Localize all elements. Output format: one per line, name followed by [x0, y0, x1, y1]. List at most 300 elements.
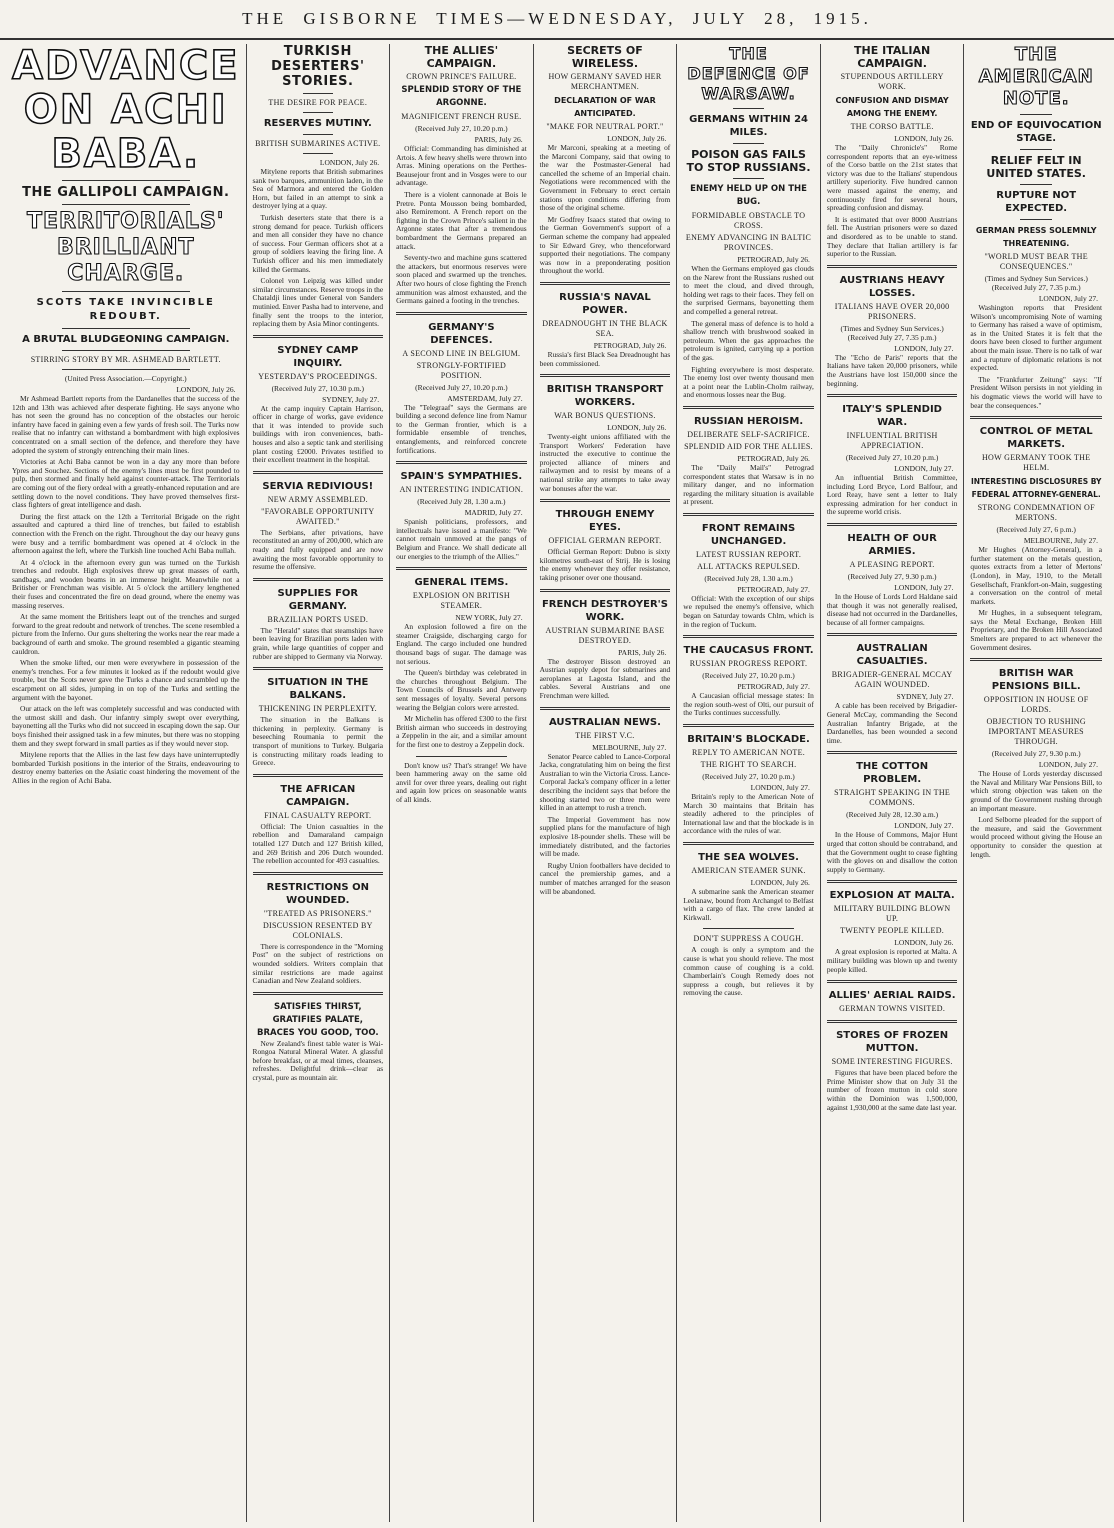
- dateline: LONDON, July 26.: [750, 878, 810, 887]
- headline-spains-sympathies: SPAIN'S SYMPATHIES.: [400, 471, 523, 483]
- section-divider: [683, 635, 814, 638]
- subhead: OFFICIAL GERMAN REPORT.: [548, 536, 662, 546]
- column-5: [677, 44, 821, 1522]
- received-line: (Received July 27, 10.20 p.m.): [415, 382, 508, 392]
- subhead: BRITISH SUBMARINES ACTIVE.: [255, 139, 381, 148]
- article-paragraph: Mr Ashmead Bartlett reports from the Dardanelles that the success of the 12th and 13th was achieved after desperate fighting. He says anyone who has not seen the ground has no conception of the obstacles our heroic infantry have faced in gaining even a few yards of fresh soil. The Turks now realise that no infantry can withstand a bombardment with high explosives concentrated on a small section of the defence, and therefore they have adopted the system of strongly entrenching their main lines.: [12, 394, 240, 455]
- masthead: [0, 0, 1114, 40]
- subhead: AN INTERESTING INDICATION.: [399, 485, 524, 495]
- headline-secrets-wireless: SECRETS OF WIRELESS.: [567, 44, 643, 70]
- received-line: (Received July 27, 10.20 p.m.): [702, 772, 795, 782]
- divider: [416, 756, 507, 757]
- column-1: [6, 44, 247, 1522]
- article-war-pensions: [970, 667, 1102, 859]
- article-supplies: [253, 587, 384, 661]
- subhead: GERMAN TOWNS VISITED.: [839, 1004, 946, 1014]
- column-2: [247, 44, 391, 1522]
- section-divider: [827, 880, 958, 883]
- section-divider: [540, 589, 671, 592]
- subhead: DISCUSSION RESENTED BY COLONIALS.: [262, 920, 373, 940]
- headline-australian-news: AUSTRALIAN NEWS.: [548, 716, 661, 728]
- article-paragraph: At 4 o'clock in the afternoon every gun was turned on the Turkish trenches and redoubt. High explosives threw up great masses of earth, sandbags, and wooden beams in an immense height. Meanwhile not a Britisher or Frenchman was visible. At 5 o'clock the artillery lengthened their fuses and concentrated the fire on dead ground, where the enemy was massing reserves.: [12, 557, 240, 610]
- article-paragraph: The "Frankfurter Zeitung" says: "If President Wilson persists in not yielding in his dogmatic views the world will have to bear the consequences.": [970, 374, 1102, 410]
- article-paragraph: Mr Marconi, speaking at a meeting of the Marconi Company, said that owing to the war the Postmaster-General had cancelled the scheme of an Imperial chain. Negotiations were recommenced with the Government in February to erect certain stations upon conditions differing from those of the original scheme.: [539, 143, 671, 213]
- headline-sea-wolves: THE SEA WOLVES.: [698, 852, 799, 863]
- article-australian-news: [540, 716, 671, 897]
- article-australian-casualties: [827, 642, 958, 745]
- section-divider: [253, 471, 384, 474]
- dateline: SYDNEY, July 27.: [322, 394, 380, 404]
- article-sydney-camp: [253, 344, 384, 465]
- article-paragraph: It is estimated that over 8000 Austrians fell. The Austrian prisoners were so dazed and disordered as to be unable to stand. They declare that Italian artillery is far superior to the Russian.: [826, 214, 958, 259]
- headline-aerial-raids: ALLIES' AERIAL RAIDS.: [828, 990, 956, 1002]
- dateline: AMSTERDAM, July 27.: [447, 393, 523, 403]
- subhead: DECLARATION OF WAR ANTICIPATED.: [554, 96, 656, 118]
- subhead: AUSTRIAN SUBMARINE BASE DESTROYED.: [545, 625, 665, 645]
- article-paragraph: The Queen's birthday was celebrated in the churches throughout Belgium. The Town Councils of Brussels and Antwerp sent messages of loyalty. Several persons wearing the Belgian colors were arrested.: [396, 668, 527, 712]
- headline-transport-workers: BRITISH TRANSPORT WORKERS.: [546, 384, 664, 409]
- article-paragraph: The destroyer Bisson destroyed an Austrian supply depot for submarines and aeroplanes at Lagosta Island, and the cables. Several Austrians and one Frenchman were killed.: [539, 656, 671, 700]
- divider: [62, 328, 190, 329]
- dateline: LONDON, July 27.: [750, 783, 810, 793]
- article-russias-naval: [540, 291, 671, 368]
- headline-health-armies: HEALTH OF OUR ARMIES.: [847, 533, 937, 558]
- dateline: LONDON, July 26.: [176, 385, 236, 394]
- column-6: [821, 44, 965, 1522]
- received-line: (Received July 28, 1.30 a.m.): [417, 497, 506, 507]
- article-paragraph: The House of Lords yesterday discussed the Naval and Military War Pensions Bill, to which strong objection was taken on the ground of the Government rushing through an important measure.: [970, 769, 1102, 813]
- headline-turkish-deserters: TURKISH DESERTERS' STORIES.: [271, 44, 365, 89]
- subhead: MAGNIFICENT FRENCH RUSE.: [401, 112, 522, 121]
- article-sea-wolves: [683, 851, 814, 922]
- received-line: (Received July 27, 10.20 p.m.): [415, 124, 508, 133]
- article-paragraph: Our attack on the left was completely successful and was conducted with the utmost skill and dash. Our infantry simply swept over everything, bayonetting all the Turks who did not succeed in escaping down the sap. Our boys finished their assigned task in a few minutes, but there was no stopping them and they swept forward in small parties as if they would never stop.: [12, 704, 240, 748]
- article-paragraph: The "Daily Chronicle's" Rome correspondent reports that an eye-witness of the Corso battle on the 21st states that victory was due to the Italians' stupendous artillery superiority. Five hundred cannon were massed against the enemy, and continuously fired for several hours, spreading confusion and dismay.: [826, 143, 958, 213]
- received-line: (Received July 28, 1.30 a.m.): [704, 573, 793, 583]
- dateline: PARIS, July 26.: [474, 135, 523, 144]
- advert: [396, 762, 527, 805]
- section-divider: [827, 980, 958, 983]
- divider: [303, 93, 334, 94]
- advert-cough: [683, 934, 814, 998]
- article-blockade: [683, 733, 814, 836]
- article-caucasus: [683, 644, 814, 718]
- article-paragraph: New Zealand's finest table water is Wai-Rongoa Natural Mineral Water. A glassful before breakfast, or at meal times, cleanses, refreshes. Delightful drink—clear as crystal, pure as mountain air.: [252, 1038, 384, 1083]
- headline-germanys-defences: GERMANY'S DEFENCES.: [428, 321, 495, 346]
- subhead: THE RIGHT TO SEARCH.: [700, 760, 797, 770]
- subhead: YESTERDAY'S PROCEEDINGS.: [258, 371, 378, 381]
- dateline: LONDON, July 26.: [607, 423, 667, 433]
- subhead: STRONGLY-FORTIFIED POSITION.: [416, 360, 507, 380]
- subhead: MILITARY BUILDING BLOWN UP.: [833, 904, 951, 924]
- article-paragraph: There is a violent cannonade at Bois le Pretre. Ponta Mousson being bombarded, also Remiremont. A French report on the fighting in the Crown Prince's salient in the Argonne states that after a tremendous bombardment the Germans prepared an attack.: [396, 189, 527, 251]
- article-paragraph: Official: The Union casualties in the rebellion and Damaraland campaign totalled 127 Dutch and 127 British killed, and 269 British and 206 Dutch wounded. The rebellion accounted for 493 casualties.: [252, 821, 384, 866]
- article-paragraph: Fighting everywhere is most desperate. The enemy lost over twenty thousand men at a point near the Lublin-Cholm railway, and enormous losses near the Bug.: [683, 364, 814, 400]
- section-divider: [540, 374, 671, 377]
- section-divider: [683, 724, 814, 727]
- dateline: LONDON, July 27.: [894, 343, 954, 353]
- subhead: STUPENDOUS ARTILLERY WORK.: [840, 72, 944, 91]
- article-paragraph: Figures that have been placed before the Prime Minister show that on July 31 the number of frozen mutton in cold store within the Dominion was 1,500,000, against 1,930,000 at the same date last year.: [826, 1068, 958, 1112]
- dateline: NEW YORK, July 27.: [455, 613, 523, 623]
- subhead: DREADNOUGHT IN THE BLACK SEA.: [542, 318, 668, 338]
- article-paragraph: A cable has been received by Brigadier-General McCay, commanding the Second Australian Infantry Brigade, at the Dardanelles, has been wounded a second time.: [826, 701, 958, 745]
- subhead: "MAKE FOR NEUTRAL PORT.": [546, 122, 664, 131]
- headline-american-note: THE AMERICAN NOTE.: [978, 44, 1094, 109]
- received-line: (Received July 27, 6 p.m.): [996, 525, 1076, 535]
- article-paragraph: Official German Report: Dubno is sixty kilometres south-east of Strij. He is losing the enemy whenever they offer resistance, taking prisoner over one thousand.: [539, 547, 671, 583]
- subhead: END OF EQUIVOCATION STAGE.: [970, 120, 1102, 144]
- subhead: CONFUSION AND DISMAY AMONG THE ENEMY.: [835, 96, 949, 118]
- headline-allies-campaign: THE ALLIES' CAMPAIGN.: [424, 44, 499, 70]
- divider: [62, 204, 190, 205]
- article-russian-heroism: [683, 415, 814, 507]
- article-front-unchanged: [683, 522, 814, 629]
- article-paragraph: Mr Hughes (Attorney-General), in a further statement on the metals question, quotes extracts from a letter of Mertons' (London), in May, 1910, to the Metall Gesellschaft, Frankfort-on-Main, suggesting a conversation on the control of metal markets.: [970, 545, 1102, 606]
- subhead: WAR BONUS QUESTIONS.: [554, 411, 656, 421]
- headline-malta: EXPLOSION AT MALTA.: [829, 890, 955, 902]
- headline-advert: SATISFIES THIRST, GRATIFIES PALATE, BRACES YOU GOOD, TOO.: [256, 1001, 379, 1038]
- divider: [1020, 184, 1052, 185]
- section-divider: [253, 335, 384, 338]
- article-paragraph: Official: Commanding has diminished at Artois. A few heavy shells were thrown into Arras. Mining operations on the Perthes-Beausejour front and in Vosges were to our advantage.: [396, 144, 527, 188]
- dateline: PETROGRAD, July 27.: [737, 682, 810, 692]
- subhead: OBJECTION TO RUSHING IMPORTANT MEASURES THROUGH.: [986, 717, 1086, 747]
- article-paragraph: In the House of Lords Lord Haldane said that though it was not generally realised, disease had not occurred in the Dardanelles, because of all former campaigns.: [826, 592, 958, 627]
- article-paragraph: Mitylene reports that British submarines sank two barques, ammunition laden, in the Sea of Marmora and entered the Golden Horn, but failed in an attempt to sink a destroyer lying at a quay.: [252, 167, 384, 211]
- article-paragraph: Britain's reply to the American Note of March 30 maintains that Britain has steadily adhered to the principles of International law and that the blockade is in accordance with the rules of war.: [683, 792, 814, 836]
- dateline: LONDON, July 27.: [1038, 760, 1098, 770]
- article-paragraph: Victories at Achi Baba cannot be won in a day any more than before Ypres and Souchez. Sections of the enemy's lines must be first pounded to pulp, then stormed and finally held against counter-attack. The Territorials are coming out of the fiery ordeal with a greatly-enhanced reputation and are settling down to the novel conditions. They have proved themselves first-class fighters of great intelligence and dash.: [12, 457, 240, 510]
- column-7: [964, 44, 1108, 1522]
- received-line: (Received July 27, 9.30 p.m.): [847, 572, 937, 582]
- divider: [303, 134, 334, 135]
- article-achi-baba: [12, 44, 240, 786]
- column-3: [390, 44, 534, 1522]
- received-line: (Times and Sydney Sun Services.) (Received July 27, 7.35 p.m.): [840, 323, 944, 342]
- headline-russian-heroism: RUSSIAN HEROISM.: [693, 415, 804, 427]
- article-paragraph: Washington reports that President Wilson's uncompromising Note of warning to Germany has raised a wave of optimism, as in the United States it is felt that the doors have been closed to further argument about the main issue. There is no talk of war and a rupture of diplomatic relations is not expected.: [970, 303, 1102, 373]
- article-paragraph: Turkish deserters state that there is a strong demand for peace. Turkish officers and men all consider they have no chance of success. Four German officers shot at a group of soldiers leaving the firing line. A Turkish officer and his men immediately killed the Germans.: [252, 212, 384, 274]
- subhead: A PLEASING REPORT.: [849, 560, 935, 570]
- subhead: ENEMY ADVANCING IN BALTIC PROVINCES.: [685, 233, 812, 252]
- headline-balkans: SITUATION IN THE BALKANS.: [267, 677, 369, 702]
- dateline: PETROGRAD, July 26.: [737, 453, 810, 463]
- headline-restrictions: RESTRICTIONS ON WOUNDED.: [266, 881, 369, 906]
- article-paragraph: Mr Godfrey Isaacs stated that owing to the German Government's support of a German scheme the company had appealed to Sir Edward Grey, who thenceforward supported their negotiations. The company was now in a preponderating position throughout the world.: [539, 214, 671, 276]
- subhead: SOME INTERESTING FIGURES.: [831, 1057, 953, 1067]
- headline-cotton-problem: THE COTTON PROBLEM.: [856, 761, 929, 786]
- article-paragraph: Rugby Union footballers have decided to cancel the premiership games, and a number of matches arranged for the season will be abandoned.: [539, 860, 671, 896]
- article-paragraph: The general mass of defence is to hold a shallow trench with brushwood soaked in petroleum. When the gas approaches the petroleum is ignited, carrying up a portion of the gas.: [683, 318, 814, 362]
- subhead: FINAL CASUALTY REPORT.: [264, 810, 372, 820]
- headline-stirring-story: STIRRING STORY BY MR. ASHMEAD BARTLETT.: [30, 355, 221, 364]
- headline-supplies: SUPPLIES FOR GERMANY.: [277, 587, 359, 612]
- subhead: TWENTY PEOPLE KILLED.: [840, 926, 945, 936]
- headline-gallipoli: THE GALLIPOLI CAMPAIGN.: [22, 185, 230, 200]
- article-paragraph: A great explosion is reported at Malta. A military building was blown up and twenty people killed.: [826, 947, 958, 974]
- subhead: STRONG CONDEMNATION OF MERTONS.: [977, 503, 1095, 523]
- article-paragraph: A submarine sank the American steamer Leelanaw, bound from Archangel to Belfast with a cargo of flax. The crew landed at Kirkwall.: [683, 887, 814, 922]
- headline-general-items: GENERAL ITEMS.: [414, 577, 509, 589]
- subhead: THE FIRST V.C.: [575, 730, 635, 740]
- subhead: HOW GERMANY SAVED HER MERCHANTMEN.: [548, 72, 662, 91]
- article-paragraph: Mr Michelin has offered £300 to the first British airman who succeeds in destroying a Zeppelin in the air, and a similar amount for the first one to destroy a Zeppelin dock.: [396, 714, 527, 749]
- article-paragraph: The Imperial Government has now supplied plans for the manufacture of high explosive 18-pounder shells. These will be immediately distributed, and the factories will be made.: [539, 814, 671, 859]
- section-divider: [827, 265, 958, 268]
- subhead: "WORLD MUST BEAR THE CONSEQUENCES.": [984, 252, 1088, 271]
- article-cotton-problem: [827, 760, 958, 874]
- divider: [1020, 219, 1052, 220]
- article-paragraph: In the House of Commons, Major Hunt urged that cotton should be contraband, and that the Government ought to cease fighting with the gloves on and disallow the cotton supply to Germany.: [826, 830, 958, 874]
- section-divider: [683, 842, 814, 845]
- dateline: PETROGRAD, July 27.: [737, 584, 810, 594]
- divider: [703, 928, 794, 929]
- dateline: LONDON, July 27.: [894, 583, 954, 593]
- article-germanys-defences: [396, 321, 527, 456]
- section-divider: [827, 633, 958, 636]
- article-transport-workers: [540, 383, 671, 493]
- dateline: SYDNEY, July 27.: [896, 692, 954, 702]
- article-paragraph: Colonel von Leipzig was killed under similar circumstances. Reserve troops in the Chataldji lines under General von Sanders mutinied. Enver Pasha had to intervene, and finally sent the troops to the interior, replacing them by Asia Minor contingents.: [252, 276, 384, 329]
- article-french-destroyer: [540, 598, 671, 701]
- subhead: SPLENDID AID FOR THE ALLIES.: [684, 441, 813, 451]
- article-paragraph: Official: With the exception of our ships we repulsed the enemy's offensive, which began on Saturday towards Chlm, which is in the region of Tuckum.: [683, 593, 814, 629]
- article-health-armies: [827, 532, 958, 627]
- divider: [62, 350, 190, 351]
- received-line: (Times and Sydney Sun Services.) (Received July 27, 7.35 p.m.): [984, 274, 1088, 292]
- headline-enemy-eyes: THROUGH ENEMY EYES.: [555, 509, 655, 534]
- article-paragraph: Russia's first Black Sea Dreadnought has been commissioned.: [539, 349, 671, 368]
- divider: [62, 180, 190, 181]
- article-metal-markets: [970, 425, 1102, 652]
- section-divider: [253, 774, 384, 777]
- section-divider: [827, 751, 958, 754]
- subhead: DELIBERATE SELF-SACRIFICE.: [687, 429, 810, 439]
- divider: [1020, 149, 1052, 150]
- headline-metal-markets: CONTROL OF METAL MARKETS.: [979, 426, 1093, 451]
- subhead: RUSSIAN PROGRESS REPORT.: [689, 659, 808, 669]
- subhead: NEW ARMY ASSEMBLED.: [267, 494, 368, 504]
- divider: [62, 291, 190, 292]
- dateline: LONDON, July 27.: [1038, 294, 1098, 303]
- article-american-note: [970, 44, 1102, 410]
- column-4: [534, 44, 678, 1522]
- headline-italy-war: ITALY'S SPLENDID WAR.: [842, 404, 942, 429]
- newspaper-columns: [6, 44, 1108, 1522]
- article-enemy-eyes: [540, 508, 671, 582]
- dateline: LONDON, July 27.: [894, 821, 954, 831]
- article-paragraph: At the camp inquiry Captain Harrison, officer in charge of works, gave evidence that it was intended to provide such buildings with iron conveniences, bath-houses and also a septic tank and sterilising plant costing £2000. Privates testified to their excellent treatment in the hospital.: [252, 403, 384, 465]
- article-austrian-losses: [827, 274, 958, 388]
- dateline: PETROGRAD, July 26.: [737, 255, 810, 264]
- subhead: GERMAN PRESS SOLEMNLY THREATENING.: [975, 226, 1097, 248]
- section-divider: [827, 523, 958, 526]
- article-paragraph: Mr Hughes, in a subsequent telegram, says the Metal Exchange, Broken Hill Proprietary, and the Broken Hill Associated Smelters are prepared to act whenever the Government desires.: [970, 608, 1102, 652]
- article-paragraph: Senator Pearce cabled to Lance-Corporal Jacka, congratulating him on being the first Australian to win the Victoria Cross. Lance-Corporal Jacka's company officer in a letter describing the incident says that before the shooting started two or three men were killed in an attempt to rush a trench.: [539, 751, 671, 813]
- subhead: RELIEF FELT IN UNITED STATES.: [986, 154, 1086, 180]
- divider: [62, 369, 190, 370]
- dateline: PETROGRAD, July 26.: [593, 340, 667, 350]
- received-line: (Received July 27, 10.30 p.m.): [271, 383, 365, 393]
- article-paragraph: When the smoke lifted, our men were everywhere in possession of the enemy's trenches. For a few minutes it looked as if the redoubt would give trouble, but the Scots never gave the Turks a chance and scrambled up the escarpment on all sides, jumping in on top of the Turks and settling the argument with the bayonet.: [12, 658, 240, 702]
- headline-territorials: TERRITORIALS' BRILLIANT CHARGE.: [26, 209, 225, 286]
- section-divider: [970, 416, 1102, 419]
- subhead: DON'T SUPPRESS A COUGH.: [693, 934, 804, 944]
- dateline: LONDON, July 27.: [894, 464, 954, 474]
- article-paragraph: A cough is only a symptom and the cause is what you should relieve. The most common cause of coughing is a cold. Chamberlain's Cough Remedy does not suppress a cough, but relieves it by removing the cause.: [683, 945, 814, 998]
- subhead: INTERESTING DISCLOSURES BY FEDERAL ATTORNEY-GENERAL.: [970, 477, 1102, 500]
- headline-advance-achi-baba: ADVANCE ON ACHI BABA.: [12, 43, 240, 177]
- article-paragraph: An influential British Committee, including Lord Bryce, Lord Balfour, and Lord Reay, have sent a letter to Italy expressing admiration for her conduct in the supreme world crisis.: [826, 473, 958, 517]
- divider: [303, 153, 334, 154]
- section-divider: [253, 872, 384, 875]
- dateline: LONDON, July 26.: [894, 134, 954, 143]
- subhead: "FAVORABLE OPPORTUNITY AWAITED.": [261, 506, 375, 526]
- article-paragraph: The situation in the Balkans is thickening in perplexity. Germany is beseeching Roumania to permit the transport of munitions to Turkey. Bulgaria is constructing military roads leading to Greece.: [252, 715, 384, 768]
- subhead: ITALIANS HAVE OVER 20,000 PRISONERS.: [834, 301, 950, 321]
- divider: [733, 178, 764, 179]
- subhead: GERMANS WITHIN 24 MILES.: [689, 114, 808, 138]
- article-paragraph: When the Germans employed gas clouds on the Narew front the Russians rushed out to meet the cloud, and dived through, holding wet rags to their faces. They fell on the surprised Germans, bayonetting them and compelled a general retreat.: [683, 264, 814, 316]
- subhead: BRAZILIAN PORTS USED.: [267, 614, 369, 624]
- masthead-title: THE GISBORNE TIMES—WEDNESDAY, JULY 28, 1915.: [242, 9, 872, 28]
- subhead: STRAIGHT SPEAKING IN THE COMMONS.: [834, 788, 951, 808]
- section-divider: [827, 1020, 958, 1023]
- section-divider: [970, 658, 1102, 661]
- subhead: "TREATED AS PRISONERS.": [263, 908, 372, 918]
- subhead: CROWN PRINCE'S FAILURE.: [406, 72, 517, 81]
- divider: [733, 108, 764, 109]
- article-paragraph: The "Echo de Paris" reports that the Italians have taken 20,000 prisoners, while the Austrians have lost 150,000 since the beginning.: [826, 352, 958, 388]
- subhead: BRIGADIER-GENERAL MCCAY AGAIN WOUNDED.: [831, 670, 953, 690]
- subhead: LATEST RUSSIAN REPORT.: [695, 549, 802, 559]
- subhead: AMERICAN STEAMER SUNK.: [691, 866, 806, 875]
- headline-war-pensions: BRITISH WAR PENSIONS BILL.: [991, 668, 1081, 693]
- article-turkish-deserters: [253, 44, 384, 329]
- subhead: HOW GERMANY TOOK THE HELM.: [981, 453, 1091, 473]
- subhead: SPLENDID STORY OF THE ARGONNE.: [401, 85, 522, 108]
- article-allies-campaign: [396, 44, 527, 306]
- subhead: POISON GAS FAILS TO STOP RUSSIANS.: [686, 148, 811, 174]
- article-wireless: [540, 44, 671, 276]
- subhead: THE CORSO BATTLE.: [850, 122, 934, 131]
- subhead: RUPTURE NOT EXPECTED.: [996, 190, 1077, 214]
- dateline: LONDON, July 26.: [894, 938, 954, 948]
- article-paragraph: The "Herald" states that steamships have been leaving for Brazilian ports laden with grain, while large quantities of copper and rubber are shipped to Germany via Norway.: [252, 625, 384, 661]
- dateline: MELBOURNE, July 27.: [1023, 536, 1098, 546]
- article-general-items: [396, 576, 527, 749]
- subhead: THICKENING IN PERPLEXITY.: [258, 704, 377, 714]
- section-divider: [540, 499, 671, 502]
- received-line: (Received July 27, 9.30 p.m.): [991, 749, 1081, 759]
- subhead: REPLY TO AMERICAN NOTE.: [692, 748, 806, 758]
- section-divider: [396, 461, 527, 464]
- article-paragraph: Spanish politicians, professors, and intellectuals have issued a manifesto: "We cannot remain unmoved at the pangs of Belgium and France. We shall dedicate all our energies to the triumph of the Allies.": [396, 517, 527, 561]
- subhead: EXPLOSION ON BRITISH STEAMER.: [412, 591, 510, 611]
- article-italian-campaign: [827, 44, 958, 259]
- received-line: (Received July 28, 12.30 a.m.): [846, 810, 939, 820]
- headline-russias-naval: RUSSIA'S NAVAL POWER.: [559, 291, 651, 316]
- article-paragraph: There is correspondence in the "Morning Post" on the subject of restrictions on wounded soldiers. Writers complain that similar restrictions are made against Canadian and New Zealand soldiers.: [252, 941, 384, 986]
- article-paragraph: During the first attack on the 12th a Territorial Brigade on the right assaulted and captured a third line of trenches, but failed to establish connection with the French on the right. Throughout the day our heavy guns were busy and a terrific bombardment was opened at 4 o'clock in the afternoon against the left, where the Turkish line touched Achi Baba nullah.: [12, 511, 240, 556]
- article-defence-warsaw: [683, 44, 814, 400]
- section-divider: [683, 513, 814, 516]
- subhead: OPPOSITION IN HOUSE OF LORDS.: [983, 695, 1089, 715]
- dateline: PARIS, July 26.: [618, 647, 667, 657]
- headline-frozen-mutton: STORES OF FROZEN MUTTON.: [836, 1030, 949, 1055]
- headline-austrian-losses: AUSTRIANS HEAVY LOSSES.: [839, 274, 945, 299]
- headline-defence-warsaw: THE DEFENCE OF WARSAW.: [687, 44, 810, 103]
- section-divider: [540, 282, 671, 285]
- headline-front-unchanged: FRONT REMAINS UNCHANGED.: [701, 522, 796, 547]
- dateline: LONDON, July 26.: [607, 134, 667, 143]
- article-restrictions: [253, 881, 384, 986]
- section-divider: [396, 567, 527, 570]
- subhead: ENEMY HELD UP ON THE BUG.: [690, 184, 807, 207]
- article-paragraph: Lord Selborne pleaded for the support of the measure, and said the Government would proceed without giving the House an opportunity to consider the question at length.: [970, 815, 1102, 859]
- section-divider: [540, 707, 671, 710]
- received-line: (Received July 27, 10.20 p.m.): [845, 453, 939, 463]
- subhead: ALL ATTACKS REPULSED.: [697, 561, 800, 571]
- headline-sydney-camp: SYDNEY CAMP INQUIRY.: [277, 344, 359, 369]
- section-divider: [253, 578, 384, 581]
- headline-french-destroyer: FRENCH DESTROYER'S WORK.: [541, 598, 668, 623]
- article-paragraph: An explosion followed a fire on the steamer Craigside, discharging cargo for England. The cargo included one hundred thousand bags of sugar. The damage was not serious.: [396, 622, 527, 666]
- section-divider: [683, 406, 814, 409]
- headline-scots: SCOTS TAKE INVINCIBLE REDOUBT.: [36, 297, 215, 322]
- headline-italian-campaign: THE ITALIAN CAMPAIGN.: [854, 44, 931, 70]
- divider: [1020, 114, 1052, 115]
- advert-wai-rongoa: [253, 1001, 384, 1083]
- article-servia: [253, 480, 384, 572]
- dateline: MADRID, July 27.: [464, 508, 523, 518]
- article-frozen-mutton: [827, 1029, 958, 1112]
- headline-caucasus: THE CAUCASUS FRONT.: [683, 645, 814, 657]
- divider: [303, 112, 334, 113]
- credit-line: (United Press Association.—Copyright.): [64, 374, 187, 383]
- article-paragraph: Mitylene reports that the Allies in the last few days have uninterruptedly bombarded Turkish positions in the interior of the Straits, endeavouring to destroy enemy batteries on the Asiatic coast hindering the movement of the Allies in the region of Achi Baba.: [12, 750, 240, 785]
- section-divider: [396, 312, 527, 315]
- article-paragraph: Don't know us? That's strange! We have been hammering away on the same old anvil for over three years, dealing out right and again low prices on seasonable wants of all kinds.: [396, 760, 527, 804]
- article-african: [253, 783, 384, 866]
- headline-african: THE AFRICAN CAMPAIGN.: [280, 783, 356, 808]
- subhead: THE DESIRE FOR PEACE.: [268, 98, 368, 107]
- article-paragraph: Twenty-eight unions affiliated with the Transport Workers' Federation have instructed the executive to continue the projected alliance of miners and railwaymen and to resist by means of a national strike any attempts to take away war bonuses after the war.: [539, 432, 671, 493]
- section-divider: [253, 992, 384, 995]
- headline-servia: SERVIA REDIVIOUS!: [262, 480, 374, 492]
- headline-blockade: BRITAIN'S BLOCKADE.: [687, 734, 810, 746]
- subhead: INFLUENTIAL BRITISH APPRECIATION.: [846, 431, 938, 451]
- article-paragraph: The Serbians, after privations, have reconstituted an army of 200,000, which are ready and fully equipped and are now awaiting the most favorable opportunity to resume the offensive.: [252, 527, 384, 572]
- article-paragraph: A Caucasian official message states: In the region south-west of Olti, our pursuit of the Turks continues successfully.: [683, 691, 814, 718]
- article-spains-sympathies: [396, 470, 527, 561]
- article-aerial-raids: [827, 989, 958, 1014]
- section-divider: [827, 394, 958, 397]
- subhead: RESERVES MUTINY.: [263, 118, 372, 129]
- article-paragraph: At the same moment the Britishers leapt out of the trenches and surged forward to the great redoubt and network of trenches. The scene resembled a picture from the Inferno. Our guns sheltering the works near the rear made a background of earth and smoke. The ground resembled a gigantic steaming cauldron.: [12, 612, 240, 656]
- subhead: FORMIDABLE OBSTACLE TO CROSS.: [691, 211, 806, 230]
- article-paragraph: The "Daily Mail's" Petrograd correspondent states that Warsaw is in no military danger, and no information regarding the military situation is available at present.: [683, 462, 814, 507]
- headline-australian-casualties: AUSTRALIAN CASUALTIES.: [856, 643, 928, 668]
- article-malta: [827, 889, 958, 974]
- article-italy-splendid-war: [827, 403, 958, 517]
- headline-brutal-campaign: A BRUTAL BLUDGEONING CAMPAIGN.: [22, 334, 230, 345]
- section-divider: [253, 667, 384, 670]
- article-paragraph: Seventy-two and machine guns scattered the attackers, but enormous reserves were soon placed and swarmed up the trenches. After two hours of close fighting the French ammunition was almost exhausted, and the Germans gained a footing in the trenches.: [396, 253, 527, 306]
- article-balkans: [253, 676, 384, 768]
- divider: [733, 143, 764, 144]
